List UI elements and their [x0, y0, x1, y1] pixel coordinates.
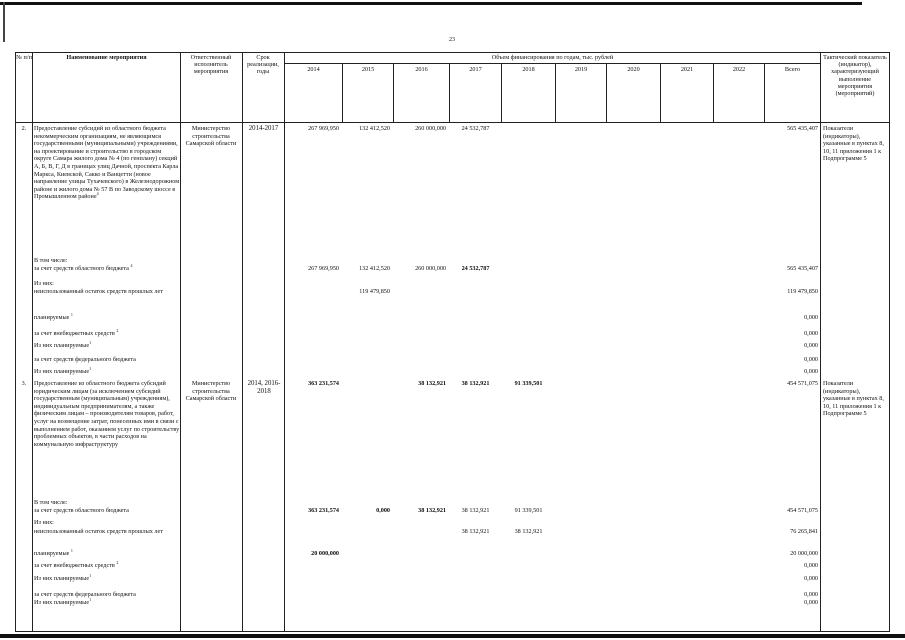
row-3-planned-2014: 20 000,000 — [311, 550, 339, 557]
row-3-extra-total: 0,000 — [804, 562, 818, 569]
row-2-extra-label: за счет внебюджетных средств $^2$ — [34, 327, 119, 337]
row-2-federal-total: 0,000 — [804, 356, 818, 363]
scan-border-bottom — [0, 634, 905, 638]
row-2-regional-2015: 132 412,520 — [359, 265, 390, 272]
header-year-2020: 2020 — [627, 66, 640, 73]
row-3-unused-2017: 38 132,921 — [461, 528, 490, 535]
row-3-unused-label: неиспользованный остаток средств прошлых лет — [34, 528, 163, 535]
row-2-regional-2017: 24 532,787 — [461, 265, 490, 272]
row-3-value-2017: 38 132,921 — [461, 380, 490, 387]
row-2-regional-total: 565 435,407 — [787, 265, 818, 272]
row-3-indicator: Показатели (индикаторы), указанные в пунктах 8, 10, 11 приложения 1 к Подпрограмме 5 — [823, 380, 884, 418]
row-2-value-2015: 132 412,520 — [359, 125, 390, 132]
row-3-value-2014: 363 231,574 — [308, 380, 339, 387]
row-3-term: 2014, 2016-2018 — [247, 380, 281, 395]
row-3-extra-planned-total: 0,000 — [804, 575, 818, 582]
row-2-federal-label: за счет средств федерального бюджета — [34, 356, 136, 363]
header-name: Наименование мероприятия — [66, 54, 147, 61]
header-year-2014: 2014 — [307, 66, 320, 73]
row-2-total: 565 435,407 — [787, 125, 818, 132]
row-2-federal-planned-label: Из них планируемые$^1$ — [34, 365, 92, 375]
row-2-planned-total: 0,000 — [804, 314, 818, 321]
row-3-federal-total: 0,000 — [804, 591, 818, 598]
header-term: Срок реализации, годы — [247, 54, 279, 76]
row-3-num: 3. — [21, 380, 27, 387]
row-2-unused-label: неиспользованный остаток средств прошлых лет — [34, 288, 163, 295]
row-3-federal-planned-label: Из них планируемые$^1$ — [34, 596, 92, 606]
row-3-unused-2018: 38 132,921 — [514, 528, 543, 535]
row-3-regional-label: за счет средств областного бюджета — [34, 507, 129, 514]
row-2-regional-2016: 260 000,000 — [415, 265, 446, 272]
row-2-federal-planned-total: 0,000 — [804, 368, 818, 375]
scan-border-left — [3, 2, 5, 42]
row-2-value-2014: 267 969,950 — [308, 125, 339, 132]
row-2-unused-total: 119 479,850 — [787, 288, 818, 295]
row-3-total: 454 571,075 — [787, 380, 818, 387]
header-year-2021: 2021 — [680, 66, 694, 73]
header-year-2019: 2019 — [574, 66, 588, 73]
row-2-name: Предоставление субсидий из областного бюджета некоммерческим организациям, не являющимся государственными (муниципальными) учреждениями, на проектирование и строительство в городском округе Самара жилого дома № 4 (по генплану) секций А, Б, В, Г, Д в границах улиц Дачной, проспекта Карла Маркса, Киевской, Сакко и Ванцетти (новое направление улицы Тухачевского) в Железнодорожном районе и жилого дома № 57 В по Заводскому шоссе в Промышленном районе$^4$ — [34, 125, 180, 201]
row-2-extra-planned-total: 0,000 — [804, 342, 818, 349]
row-2-indicator: Показатели (индикаторы), указанные в пунктах 8, 10, 11 приложения 1 к Подпрограмме 5 — [823, 125, 884, 163]
row-2-regional-2014: 267 969,950 — [308, 265, 339, 272]
row-2-including: В том числе: — [34, 257, 68, 264]
row-3-name: Предоставление из областного бюджета субсидий юридическим лицам (за исключением субсидий государственным (муниципальным) учреждениям), индивидуальным предпринимателям, а также физическим лицам – производителям товаров, работ, услуг на возмещение затрат, понесенных ими в связи с выполнением работ, оказанием услуг по строительству проблемных объектов, в части расходов на коммунальную инфраструктуру — [34, 380, 180, 448]
header-total: Всего — [784, 66, 801, 73]
row-2-of-them: Из них: — [34, 280, 54, 287]
row-3-regional-2016: 38 132,921 — [418, 507, 446, 514]
row-3-planned-label: планируемые $^1$ — [34, 547, 73, 557]
header-year-2022: 2022 — [732, 66, 746, 73]
row-2-value-2016: 260 000,000 — [415, 125, 446, 132]
row-3-regional-total: 454 571,075 — [787, 507, 818, 514]
row-3-federal-planned-total: 0,000 — [804, 599, 818, 606]
row-2-num: 2. — [21, 125, 27, 132]
header-year-2015: 2015 — [361, 66, 375, 73]
header-year-2016: 2016 — [415, 66, 428, 73]
header-year-2017: 2017 — [469, 66, 482, 73]
row-3-regional-2018: 91 339,501 — [514, 507, 543, 514]
row-3-extra-planned-label: Из них планируемые$^1$ — [34, 572, 92, 582]
page-number: 23 — [449, 37, 455, 43]
row-3-value-2018: 91 339,501 — [514, 380, 543, 387]
header-year-2018: 2018 — [522, 66, 535, 73]
row-3-executor: Министерство строительства Самарской области — [185, 380, 237, 403]
header-num: № п/п — [16, 54, 32, 61]
row-3-regional-2017: 38 132,921 — [461, 507, 490, 514]
header-indicator: Тактический показатель (индикатор), характеризующий выполнение мероприятия (мероприятий) — [823, 54, 887, 98]
row-3-regional-2015: 0,000 — [376, 507, 390, 514]
row-3-planned-total: 20 000,000 — [790, 550, 818, 557]
scan-border-top — [0, 2, 862, 5]
row-2-regional-label: за счет средств областного бюджета $^4$ — [34, 262, 133, 272]
row-3-federal-label: за счет средств федерального бюджета — [34, 591, 136, 598]
row-3-including: В том числе: — [34, 499, 68, 506]
row-2-extra-total: 0,000 — [804, 330, 818, 337]
row-2-executor: Министерство строительства Самарской области — [185, 125, 237, 148]
row-3-unused-total: 76 265,841 — [790, 528, 818, 535]
header-financing: Объем финансирования по годам, тыс. рублей — [491, 54, 614, 61]
financing-table — [15, 52, 890, 632]
row-3-of-them: Из них: — [34, 519, 54, 526]
row-2-value-2017: 24 532,787 — [461, 125, 490, 132]
row-3-extra-label: за счет внебюджетных средств $^2$ — [34, 559, 119, 569]
row-3-regional-2014: 363 231,574 — [308, 507, 339, 514]
row-2-term: 2014-2017 — [248, 125, 279, 132]
row-2-extra-planned-label: Из них планируемые$^1$ — [34, 339, 92, 349]
row-2-planned-label: планируемые $^1$ — [34, 311, 73, 321]
row-2-unused-2015: 119 479,850 — [359, 288, 390, 295]
header-executor: Ответственный исполнитель мероприятия — [190, 54, 232, 76]
row-3-value-2016: 38 132,921 — [418, 380, 446, 387]
